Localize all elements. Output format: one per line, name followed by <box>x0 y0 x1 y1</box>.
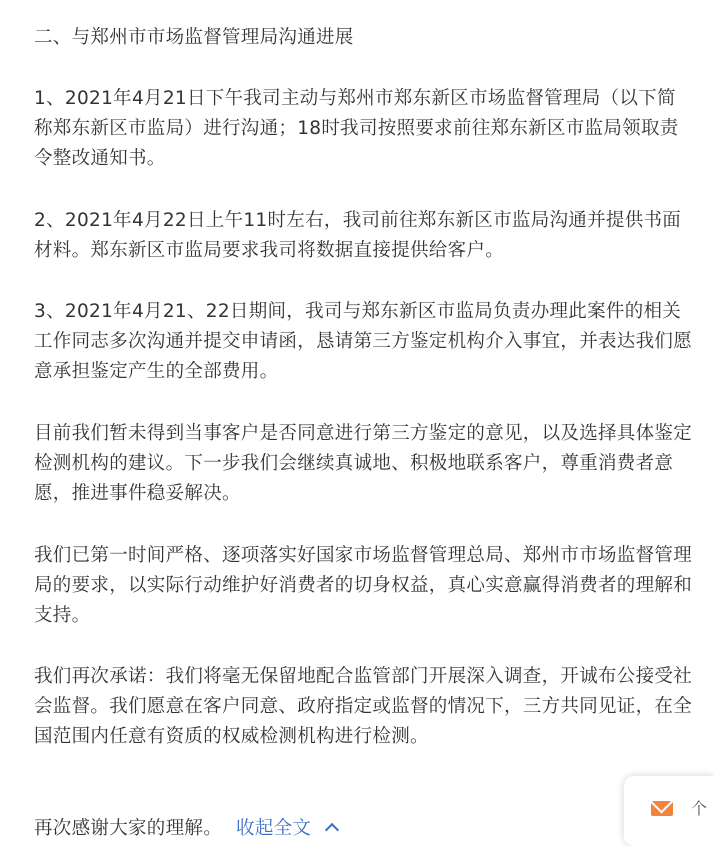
collapse-label: 收起全文 <box>236 818 312 839</box>
closing-text: 再次感谢大家的理解。 <box>34 818 223 839</box>
paragraph-6: 我们再次承诺：我们将毫无保留地配合监管部门开展深入调查，开诚布公接受社会监督。我们愿意在客户同意、政府指定或监督的情况下，三方共同见证，在全国范围内任意有资质的权威检测机构进行检测。 <box>34 666 693 747</box>
chevron-up-icon <box>325 823 339 837</box>
paragraph-1: 1、2021年4月21日下午我司主动与郑州市郑东新区市场监督管理局（以下简称郑东新区市监局）进行沟通；18时我司按照要求前往郑东新区市监局领取责令整改通知书。 <box>34 88 679 169</box>
closing-line <box>34 784 694 844</box>
widget-label-partial: 个 <box>691 799 708 818</box>
paragraph-2: 2、2021年4月22日上午11时左右，我司前往郑东新区市监局沟通并提供书面材料。郑东新区市监局要求我司将数据直接提供给客户。 <box>34 210 682 261</box>
section-heading: 二、与郑州市市场监督管理局沟通进展 <box>34 27 354 48</box>
paragraph-3: 3、2021年4月21、22日期间，我司与郑东新区市监局负责办理此案件的相关工作同志多次沟通并提交申请函，恳请第三方鉴定机构介入事宜，并表达我们愿意承担鉴定产生的全部费用。 <box>34 301 693 382</box>
floating-message-widget[interactable] <box>624 776 714 846</box>
mail-icon <box>651 801 673 816</box>
paragraph-5: 我们已第一时间严格、逐项落实好国家市场监督管理总局、郑州市市场监督管理局的要求，以实际行动维护好消费者的切身权益，真心实意赢得消费者的理解和支持。 <box>34 545 693 626</box>
collapse-full-text-link[interactable] <box>236 818 337 839</box>
paragraph-4: 目前我们暂未得到当事客户是否同意进行第三方鉴定的意见，以及选择具体鉴定检测机构的建议。下一步我们会继续真诚地、积极地联系客户，尊重消费者意愿，推进事件稳妥解决。 <box>34 423 693 504</box>
